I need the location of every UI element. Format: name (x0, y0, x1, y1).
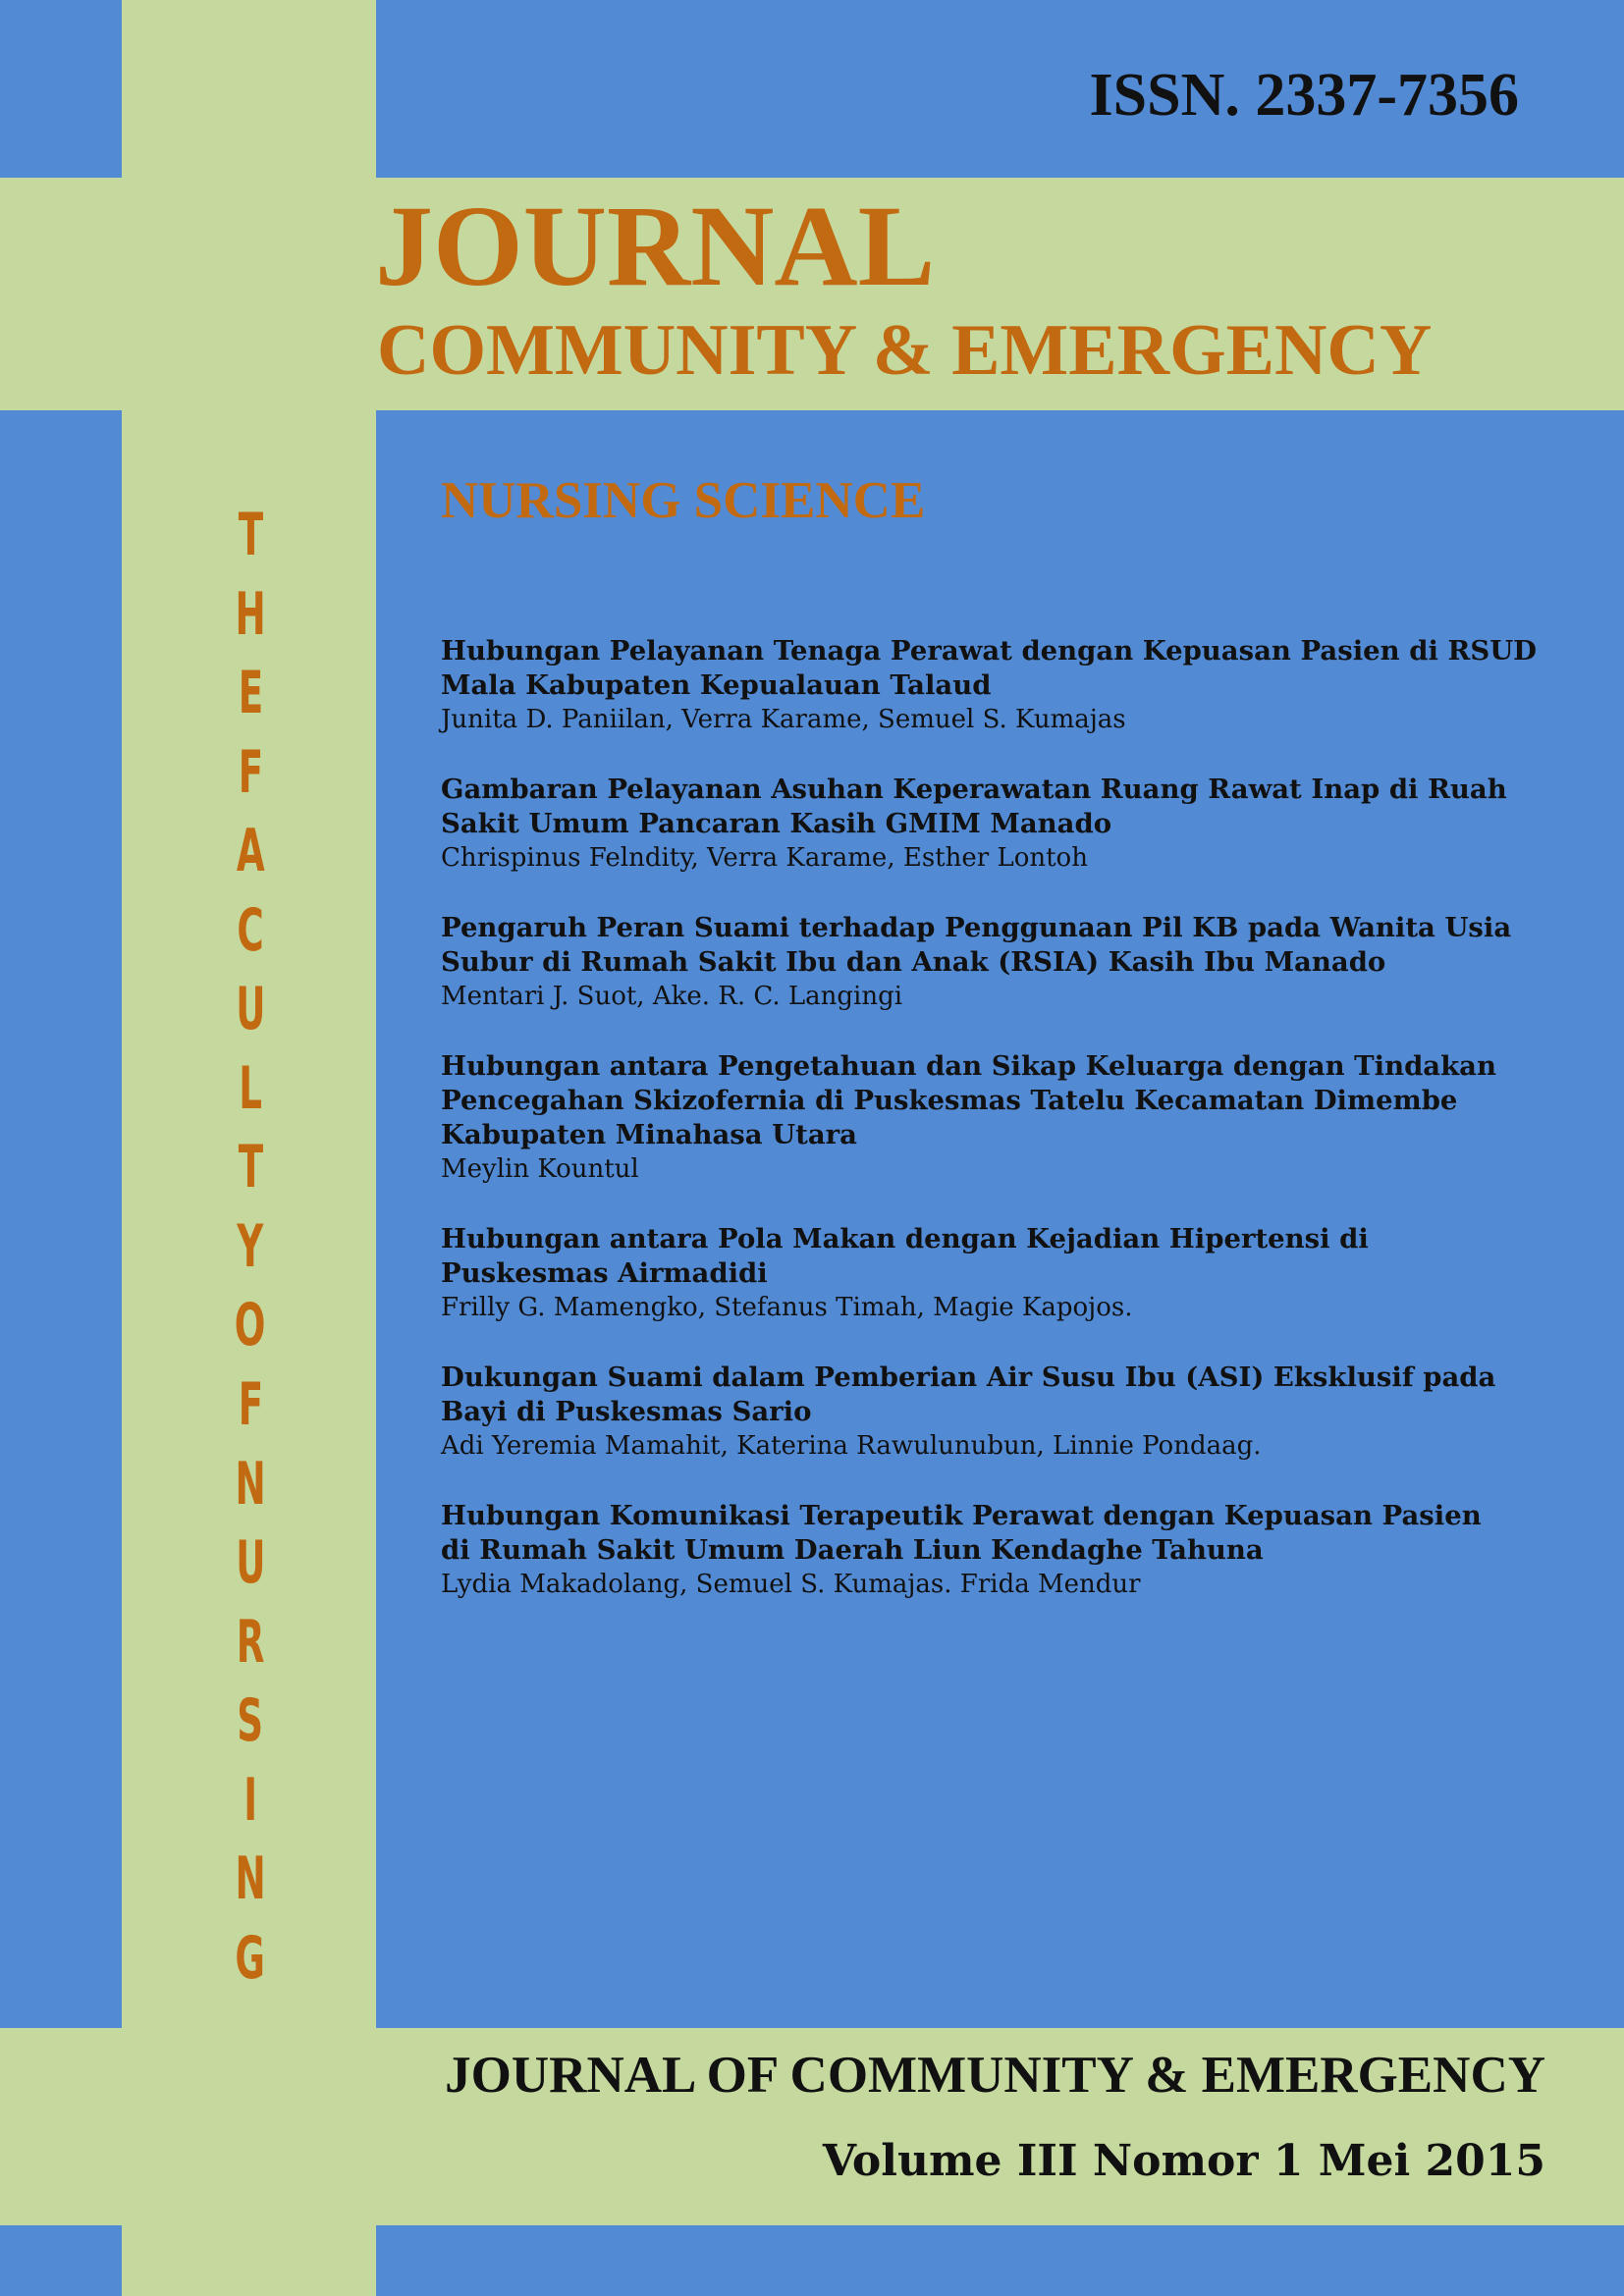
vertical-letter: F (238, 1370, 263, 1440)
vertical-letter: I (244, 1765, 257, 1835)
footer-volume-issue: Volume III Nomor 1 Mei 2015 (822, 2136, 1545, 2186)
article-entry (441, 1222, 1570, 1325)
article-list (441, 634, 1570, 1637)
article-title: Hubungan antara Pola Makan dengan Kejadian Hipertensi di Puskesmas Airmadidi (441, 1223, 1369, 1289)
article-authors: Adi Yeremia Mamahit, Katerina Rawulunubun, Linnie Pondaag. (441, 1431, 1262, 1461)
vertical-letter: L (239, 1053, 262, 1123)
vertical-letter: C (237, 895, 264, 965)
footer-journal-title: JOURNAL OF COMMUNITY & EMERGENCY (445, 2047, 1545, 2104)
article-entry (441, 1049, 1570, 1187)
article-authors: Lydia Makadolang, Semuel S. Kumajas. Frida Mendur (441, 1570, 1141, 1599)
vertical-letter: F (238, 737, 263, 807)
article-title: Pengaruh Peran Suami terhadap Penggunaan Pil KB pada Wanita Usia Subur di Rumah Sakit Ibu dan Anak (RSIA) Kasih Ibu Manado (441, 912, 1512, 978)
vertical-letter: H (235, 579, 266, 649)
vertical-letter: U (235, 975, 266, 1044)
article-title: Gambaran Pelayanan Asuhan Keperawatan Ruang Rawat Inap di Ruah Sakit Umum Pancaran Kasih GMIM Manado (441, 774, 1507, 839)
article-authors: Junita D. Paniilan, Verra Karame, Semuel S. Kumajas (441, 705, 1126, 734)
vertical-letter: S (237, 1686, 264, 1756)
journal-title-word: JOURNAL (375, 182, 936, 310)
article-title: Hubungan Komunikasi Terapeutik Perawat dengan Kepuasan Pasien di Rumah Sakit Umum Daerah Liun Kendaghe Tahuna (441, 1500, 1482, 1566)
vertical-letter: R (236, 1607, 265, 1677)
vertical-letter: U (235, 1528, 266, 1598)
article-entry (441, 634, 1570, 737)
article-entry (441, 773, 1570, 876)
article-entry (441, 1361, 1570, 1464)
vertical-letter: A (236, 817, 265, 886)
article-title: Dukungan Suami dalam Pemberian Air Susu Ibu (ASI) Eksklusif pada Bayi di Puskesmas Sario (441, 1362, 1496, 1427)
section-title: NURSING SCIENCE (441, 472, 926, 529)
vertical-letter: G (235, 1923, 266, 1993)
issn-number: ISSN. 2337-7356 (1089, 62, 1519, 129)
journal-title-subtitle: COMMUNITY & EMERGENCY (377, 310, 1433, 391)
article-entry (441, 1499, 1570, 1602)
article-authors: Frilly G. Mamengko, Stefanus Timah, Magie Kapojos. (441, 1293, 1133, 1322)
vertical-letter: O (235, 1291, 266, 1361)
article-title: Hubungan Pelayanan Tenaga Perawat dengan Kepuasan Pasien di RSUD Mala Kabupaten Kepualauan Talaud (441, 635, 1538, 701)
vertical-letter: T (238, 501, 263, 569)
article-authors: Mentari J. Suot, Ake. R. C. Langingi (441, 982, 903, 1011)
article-authors: Meylin Kountul (441, 1154, 639, 1184)
vertical-letter: N (235, 1844, 266, 1914)
vertical-letter: T (238, 1133, 263, 1202)
vertical-letter: N (235, 1449, 266, 1519)
article-authors: Chrispinus Felndity, Verra Karame, Esther Lontoh (441, 843, 1088, 873)
vertical-letter: Y (237, 1211, 264, 1281)
article-entry (441, 911, 1570, 1014)
vertical-letter: E (238, 659, 263, 728)
article-title: Hubungan antara Pengetahuan dan Sikap Keluarga dengan Tindakan Pencegahan Skizofernia di Puskesmas Tatelu Kecamatan Dimembe Kabupaten Minahasa Utara (441, 1050, 1496, 1150)
vertical-faculty-text (196, 501, 304, 1993)
